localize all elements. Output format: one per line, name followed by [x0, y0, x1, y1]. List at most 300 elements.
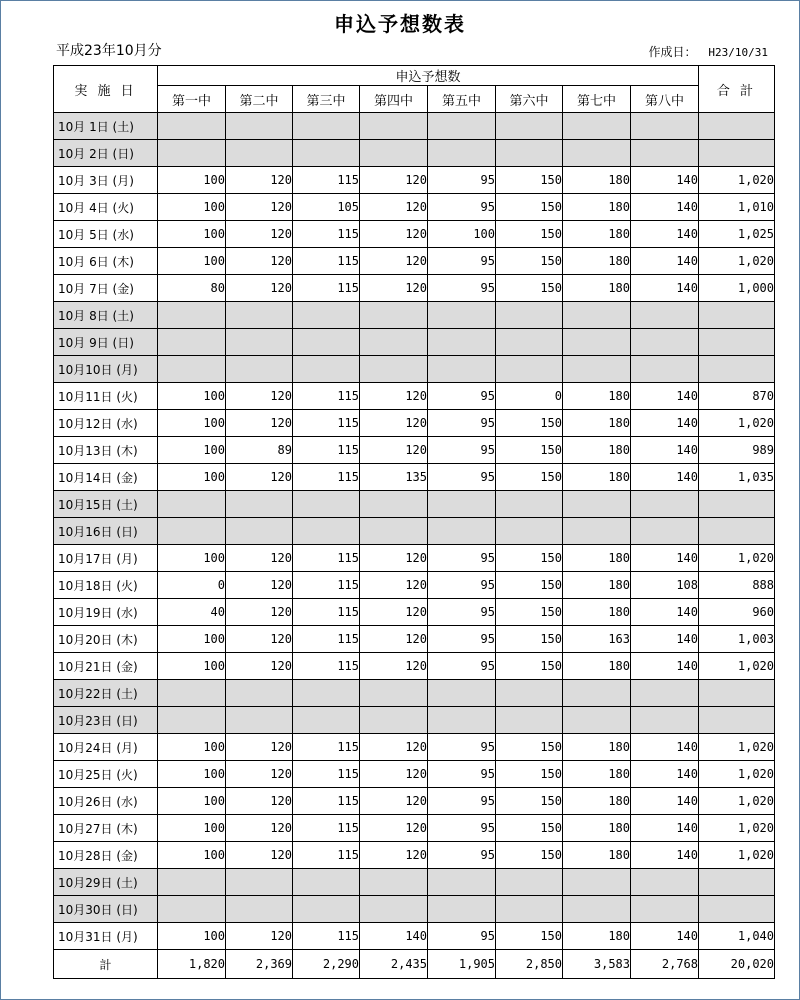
table-row — [54, 194, 775, 221]
cell-value: 95 — [428, 167, 496, 194]
cell-value: 120 — [360, 194, 428, 221]
totals-value: 2,768 — [631, 950, 699, 979]
row-total — [699, 518, 775, 545]
row-date: 10月24日 (月) — [54, 734, 158, 761]
cell-value: 180 — [563, 761, 631, 788]
cell-value: 150 — [496, 653, 563, 680]
header-school: 第一中 — [158, 86, 226, 113]
cell-value: 100 — [158, 626, 226, 653]
cell-value: 180 — [563, 464, 631, 491]
header-total: 合 計 — [699, 66, 775, 113]
cell-value — [631, 491, 699, 518]
header-school: 第四中 — [360, 86, 428, 113]
cell-value — [563, 356, 631, 383]
cell-value: 100 — [158, 653, 226, 680]
cell-value — [360, 491, 428, 518]
table-row — [54, 329, 775, 356]
cell-value: 120 — [360, 383, 428, 410]
row-date: 10月19日 (水) — [54, 599, 158, 626]
cell-value — [428, 869, 496, 896]
cell-value — [360, 869, 428, 896]
cell-value: 150 — [496, 842, 563, 869]
table-row — [54, 464, 775, 491]
cell-value: 108 — [631, 572, 699, 599]
table-row — [54, 383, 775, 410]
cell-value: 180 — [563, 194, 631, 221]
cell-value — [563, 329, 631, 356]
row-total — [699, 302, 775, 329]
school-header-row — [54, 86, 775, 113]
cell-value: 140 — [631, 653, 699, 680]
cell-value: 100 — [158, 734, 226, 761]
header-school: 第八中 — [631, 86, 699, 113]
table-row — [54, 437, 775, 464]
cell-value: 120 — [360, 572, 428, 599]
table-row — [54, 842, 775, 869]
cell-value: 100 — [158, 383, 226, 410]
cell-value: 105 — [293, 194, 360, 221]
cell-value: 120 — [226, 221, 293, 248]
cell-value: 95 — [428, 788, 496, 815]
cell-value — [631, 356, 699, 383]
cell-value: 100 — [158, 842, 226, 869]
cell-value: 115 — [293, 572, 360, 599]
cell-value — [428, 896, 496, 923]
cell-value: 120 — [360, 761, 428, 788]
row-total: 1,020 — [699, 410, 775, 437]
cell-value — [360, 518, 428, 545]
cell-value: 180 — [563, 572, 631, 599]
cell-value — [226, 896, 293, 923]
row-total — [699, 329, 775, 356]
cell-value — [158, 707, 226, 734]
cell-value — [496, 356, 563, 383]
cell-value: 180 — [563, 275, 631, 302]
row-total — [699, 491, 775, 518]
cell-value: 120 — [226, 626, 293, 653]
cell-value — [293, 680, 360, 707]
row-date: 10月 9日 (日) — [54, 329, 158, 356]
cell-value — [158, 869, 226, 896]
cell-value: 100 — [158, 167, 226, 194]
cell-value: 120 — [360, 653, 428, 680]
cell-value: 180 — [563, 815, 631, 842]
cell-value: 120 — [226, 383, 293, 410]
cell-value: 135 — [360, 464, 428, 491]
totals-row — [54, 950, 775, 979]
row-total — [699, 707, 775, 734]
cell-value — [226, 491, 293, 518]
cell-value: 150 — [496, 275, 563, 302]
cell-value — [428, 707, 496, 734]
cell-value: 100 — [158, 923, 226, 950]
table-row — [54, 491, 775, 518]
row-total — [699, 356, 775, 383]
row-total: 1,020 — [699, 653, 775, 680]
cell-value: 140 — [631, 815, 699, 842]
table-row — [54, 815, 775, 842]
row-total: 1,020 — [699, 167, 775, 194]
row-total — [699, 896, 775, 923]
cell-value: 115 — [293, 761, 360, 788]
cell-value — [360, 302, 428, 329]
cell-value: 120 — [360, 545, 428, 572]
row-date: 10月21日 (金) — [54, 653, 158, 680]
row-date: 10月20日 (木) — [54, 626, 158, 653]
cell-value: 180 — [563, 734, 631, 761]
cell-value: 40 — [158, 599, 226, 626]
table-row — [54, 167, 775, 194]
cell-value: 120 — [226, 599, 293, 626]
cell-value: 150 — [496, 194, 563, 221]
cell-value: 120 — [226, 275, 293, 302]
table-body — [54, 113, 775, 979]
row-total: 1,000 — [699, 275, 775, 302]
row-total — [699, 869, 775, 896]
table-row — [54, 572, 775, 599]
cell-value — [226, 140, 293, 167]
row-total: 1,020 — [699, 842, 775, 869]
cell-value: 180 — [563, 248, 631, 275]
cell-value — [428, 518, 496, 545]
row-date: 10月 2日 (日) — [54, 140, 158, 167]
created-date-label: 作成日： — [648, 45, 697, 59]
row-total — [699, 680, 775, 707]
period-label: 平成23年10月分 — [56, 43, 162, 59]
row-date: 10月22日 (土) — [54, 680, 158, 707]
cell-value — [631, 869, 699, 896]
row-total: 1,020 — [699, 815, 775, 842]
row-total: 870 — [699, 383, 775, 410]
page-title: 申込予想数表 — [334, 12, 466, 36]
cell-value: 95 — [428, 464, 496, 491]
cell-value — [563, 707, 631, 734]
row-total — [699, 113, 775, 140]
cell-value: 95 — [428, 383, 496, 410]
table-row — [54, 113, 775, 140]
row-date: 10月23日 (日) — [54, 707, 158, 734]
header-group: 申込予想数 — [158, 66, 699, 86]
cell-value: 115 — [293, 923, 360, 950]
cell-value: 150 — [496, 248, 563, 275]
row-date: 10月 1日 (土) — [54, 113, 158, 140]
cell-value: 95 — [428, 572, 496, 599]
cell-value: 115 — [293, 275, 360, 302]
cell-value: 115 — [293, 626, 360, 653]
cell-value — [428, 491, 496, 518]
row-total: 1,040 — [699, 923, 775, 950]
cell-value: 100 — [158, 761, 226, 788]
cell-value: 180 — [563, 167, 631, 194]
cell-value: 140 — [631, 410, 699, 437]
cell-value: 120 — [360, 248, 428, 275]
forecast-table — [53, 65, 775, 979]
row-date: 10月30日 (日) — [54, 896, 158, 923]
cell-value: 140 — [360, 923, 428, 950]
table-row — [54, 356, 775, 383]
table-row — [54, 626, 775, 653]
cell-value: 120 — [360, 437, 428, 464]
cell-value: 115 — [293, 599, 360, 626]
totals-label: 計 — [54, 950, 158, 979]
cell-value — [158, 329, 226, 356]
row-date: 10月 5日 (水) — [54, 221, 158, 248]
cell-value: 0 — [496, 383, 563, 410]
cell-value: 100 — [158, 221, 226, 248]
totals-value: 1,820 — [158, 950, 226, 979]
cell-value — [293, 113, 360, 140]
cell-value — [428, 113, 496, 140]
row-total: 888 — [699, 572, 775, 599]
cell-value: 180 — [563, 410, 631, 437]
row-date: 10月15日 (土) — [54, 491, 158, 518]
cell-value: 95 — [428, 653, 496, 680]
table-row — [54, 680, 775, 707]
cell-value: 150 — [496, 788, 563, 815]
cell-value: 120 — [360, 410, 428, 437]
row-total: 1,010 — [699, 194, 775, 221]
cell-value — [158, 896, 226, 923]
table-row — [54, 518, 775, 545]
cell-value — [226, 113, 293, 140]
table-row — [54, 896, 775, 923]
cell-value: 140 — [631, 734, 699, 761]
cell-value — [563, 140, 631, 167]
cell-value: 120 — [360, 734, 428, 761]
cell-value: 115 — [293, 248, 360, 275]
cell-value — [226, 707, 293, 734]
row-date: 10月27日 (木) — [54, 815, 158, 842]
totals-value: 2,290 — [293, 950, 360, 979]
cell-value — [158, 518, 226, 545]
cell-value — [293, 869, 360, 896]
row-date: 10月29日 (土) — [54, 869, 158, 896]
row-date: 10月28日 (金) — [54, 842, 158, 869]
row-date: 10月25日 (火) — [54, 761, 158, 788]
cell-value: 115 — [293, 734, 360, 761]
cell-value — [293, 491, 360, 518]
cell-value: 180 — [563, 545, 631, 572]
row-total — [699, 140, 775, 167]
cell-value: 180 — [563, 788, 631, 815]
grand-total: 20,020 — [699, 950, 775, 979]
cell-value — [226, 680, 293, 707]
cell-value: 120 — [360, 167, 428, 194]
cell-value: 95 — [428, 923, 496, 950]
header-school: 第三中 — [293, 86, 360, 113]
cell-value — [428, 140, 496, 167]
header-school: 第七中 — [563, 86, 631, 113]
cell-value — [631, 329, 699, 356]
table-row — [54, 275, 775, 302]
cell-value: 140 — [631, 167, 699, 194]
cell-value: 150 — [496, 626, 563, 653]
cell-value — [563, 113, 631, 140]
cell-value: 95 — [428, 815, 496, 842]
cell-value: 95 — [428, 842, 496, 869]
cell-value — [360, 356, 428, 383]
cell-value: 115 — [293, 464, 360, 491]
cell-value — [631, 302, 699, 329]
cell-value: 120 — [226, 572, 293, 599]
cell-value — [293, 518, 360, 545]
cell-value: 100 — [158, 248, 226, 275]
cell-value: 80 — [158, 275, 226, 302]
row-total: 960 — [699, 599, 775, 626]
row-total: 1,020 — [699, 761, 775, 788]
totals-value: 1,905 — [428, 950, 496, 979]
created-date — [649, 43, 768, 60]
row-total: 1,020 — [699, 788, 775, 815]
cell-value — [293, 707, 360, 734]
cell-value: 115 — [293, 383, 360, 410]
cell-value — [226, 329, 293, 356]
totals-value: 3,583 — [563, 950, 631, 979]
table-row — [54, 869, 775, 896]
cell-value: 95 — [428, 626, 496, 653]
totals-value: 2,369 — [226, 950, 293, 979]
cell-value: 120 — [360, 815, 428, 842]
cell-value: 115 — [293, 221, 360, 248]
cell-value — [360, 707, 428, 734]
row-total: 1,025 — [699, 221, 775, 248]
cell-value: 140 — [631, 761, 699, 788]
cell-value — [158, 113, 226, 140]
cell-value — [631, 518, 699, 545]
cell-value: 120 — [226, 815, 293, 842]
cell-value — [563, 680, 631, 707]
cell-value: 180 — [563, 599, 631, 626]
cell-value: 115 — [293, 545, 360, 572]
cell-value: 140 — [631, 248, 699, 275]
cell-value — [496, 896, 563, 923]
cell-value — [293, 302, 360, 329]
cell-value: 140 — [631, 923, 699, 950]
cell-value: 115 — [293, 842, 360, 869]
cell-value: 180 — [563, 383, 631, 410]
cell-value: 100 — [158, 464, 226, 491]
cell-value — [226, 518, 293, 545]
row-date: 10月 6日 (木) — [54, 248, 158, 275]
cell-value: 120 — [360, 275, 428, 302]
cell-value: 89 — [226, 437, 293, 464]
cell-value — [563, 491, 631, 518]
table-row — [54, 788, 775, 815]
cell-value: 140 — [631, 545, 699, 572]
cell-value: 150 — [496, 545, 563, 572]
cell-value — [496, 329, 563, 356]
table-row — [54, 302, 775, 329]
cell-value — [496, 680, 563, 707]
cell-value: 115 — [293, 653, 360, 680]
cell-value — [631, 113, 699, 140]
cell-value: 120 — [226, 761, 293, 788]
cell-value — [293, 140, 360, 167]
row-date: 10月31日 (月) — [54, 923, 158, 950]
table-row — [54, 140, 775, 167]
cell-value: 140 — [631, 626, 699, 653]
cell-value: 140 — [631, 194, 699, 221]
cell-value — [428, 302, 496, 329]
cell-value — [428, 680, 496, 707]
row-total: 1,020 — [699, 734, 775, 761]
row-total: 1,020 — [699, 248, 775, 275]
cell-value: 95 — [428, 275, 496, 302]
table-row — [54, 734, 775, 761]
cell-value: 100 — [158, 815, 226, 842]
cell-value — [360, 680, 428, 707]
cell-value: 120 — [226, 734, 293, 761]
row-date: 10月 7日 (金) — [54, 275, 158, 302]
row-date: 10月 4日 (火) — [54, 194, 158, 221]
cell-value — [496, 491, 563, 518]
row-date: 10月 8日 (土) — [54, 302, 158, 329]
table-row — [54, 545, 775, 572]
header-date: 実 施 日 — [54, 66, 158, 113]
cell-value: 150 — [496, 761, 563, 788]
header-school: 第六中 — [496, 86, 563, 113]
cell-value: 180 — [563, 842, 631, 869]
cell-value: 115 — [293, 410, 360, 437]
cell-value — [293, 896, 360, 923]
cell-value: 140 — [631, 599, 699, 626]
cell-value — [563, 896, 631, 923]
header-school: 第五中 — [428, 86, 496, 113]
cell-value: 95 — [428, 437, 496, 464]
cell-value — [158, 140, 226, 167]
cell-value: 115 — [293, 788, 360, 815]
cell-value: 140 — [631, 383, 699, 410]
cell-value — [496, 869, 563, 896]
row-date: 10月12日 (水) — [54, 410, 158, 437]
cell-value — [158, 302, 226, 329]
cell-value: 150 — [496, 815, 563, 842]
cell-value — [293, 329, 360, 356]
created-date-value: H23/10/31 — [708, 46, 768, 59]
totals-value: 2,850 — [496, 950, 563, 979]
cell-value — [496, 140, 563, 167]
cell-value — [563, 869, 631, 896]
table-row — [54, 653, 775, 680]
cell-value — [158, 491, 226, 518]
cell-value: 0 — [158, 572, 226, 599]
cell-value: 120 — [226, 410, 293, 437]
cell-value: 140 — [631, 464, 699, 491]
cell-value — [631, 140, 699, 167]
row-date: 10月13日 (木) — [54, 437, 158, 464]
cell-value: 95 — [428, 194, 496, 221]
row-total: 989 — [699, 437, 775, 464]
cell-value: 120 — [360, 842, 428, 869]
cell-value — [631, 896, 699, 923]
table-row — [54, 923, 775, 950]
cell-value: 95 — [428, 410, 496, 437]
cell-value: 120 — [360, 599, 428, 626]
row-total: 1,003 — [699, 626, 775, 653]
cell-value — [360, 896, 428, 923]
cell-value — [360, 329, 428, 356]
cell-value: 115 — [293, 167, 360, 194]
cell-value: 120 — [226, 464, 293, 491]
cell-value — [226, 356, 293, 383]
cell-value: 140 — [631, 221, 699, 248]
cell-value — [360, 113, 428, 140]
cell-value — [563, 302, 631, 329]
cell-value — [428, 356, 496, 383]
cell-value: 120 — [226, 788, 293, 815]
cell-value — [226, 302, 293, 329]
row-date: 10月18日 (火) — [54, 572, 158, 599]
